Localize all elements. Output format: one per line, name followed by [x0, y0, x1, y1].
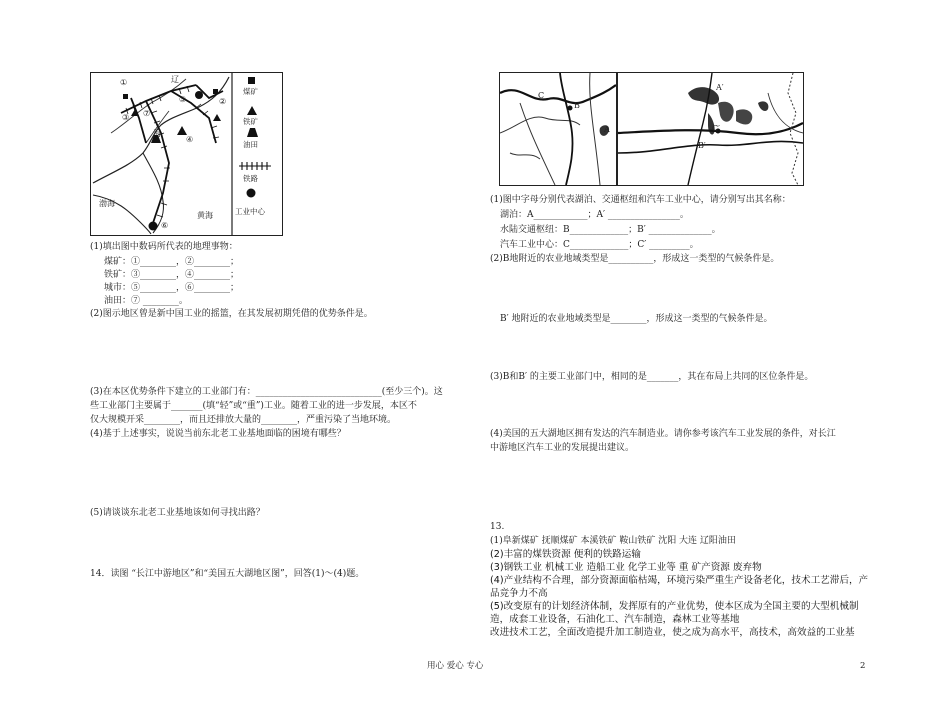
place-liao: 辽: [171, 75, 179, 84]
q14-p2b: B′ 地附近的农业地域类型是________，形成这一类型的气候条件是。: [500, 314, 773, 324]
q13-p3-line2: 些工业部门主要属于_______(填“轻”或“重”)工业。随着工业的进一步发展，本区不: [90, 401, 417, 411]
q14-p4-line2: 中游地区汽车工业的发展提出建议。: [490, 443, 635, 453]
answer-3: (3)钢铁工业 机械工业 造船工业 化学工业等 重 矿产资源 废弃物: [490, 562, 762, 573]
label-c: C: [538, 91, 545, 100]
q13-p2: (2)图示地区曾是新中国工业的摇篮，在其发展初期凭借的优势条件是。: [90, 309, 373, 319]
answer-5-line1: (5)改变原有的计划经济体制，发挥原有的产业优势，使本区成为全国主要的大型机械制: [490, 601, 859, 612]
q14-p2: (2)B地附近的农业地域类型是__________，形成这一类型的气候条件是。: [490, 254, 780, 264]
q13-coal: 煤矿：①________，②________；: [104, 257, 240, 267]
answer-4-line2: 品竞争力不高: [490, 588, 548, 599]
legend-iron: 铁矿: [243, 117, 258, 126]
q13-p5: (5)请谈谈东北老工业基地该如何寻找出路？: [90, 508, 265, 518]
footer-motto: 用心 爱心 专心: [427, 661, 484, 671]
marker-7: ⑦: [143, 109, 151, 118]
q13-p3-line3: 仅大规模开采________，而且还排放大量的________，严重污染了当地环境。: [90, 415, 397, 425]
label-b: B: [574, 101, 580, 110]
q14-p4-line1: (4)美国的五大湖地区拥有发达的汽车制造业。请你参考该汽车工业发展的条件，对长江: [490, 429, 836, 439]
label-a-prime: A′: [716, 83, 724, 92]
label-c-prime: C′: [712, 124, 720, 133]
marker-4: ④: [186, 135, 194, 144]
q14-auto: 汽车工业中心：C_____________；C′ _________。: [500, 240, 699, 250]
q13-p3-line1: (3)在本区优势条件下建立的工业部门有：____________________________(至少三个)。这: [90, 387, 443, 397]
great-lakes-map-drawing: [618, 73, 803, 185]
q14-lake: 湖泊：A____________；A′ ________________。: [500, 210, 689, 220]
answer-5-line2: 造，成套工业设备，石油化工、汽车制造，森林工业等基地: [490, 614, 740, 625]
place-bohai: 渤海: [99, 199, 115, 208]
label-b-prime: B′: [698, 141, 706, 150]
place-he: 河: [153, 129, 161, 138]
answer-4-line1: (4)产业结构不合理，部分资源面临枯竭，环境污染严重生产设备老化，技术工艺滞后，产: [490, 575, 869, 586]
q14-hub: 水陆交通枢纽：B_____________；B′ ______________。: [500, 225, 721, 235]
legend-railway: 铁路: [243, 174, 258, 183]
answer-1: (1)阜新煤矿 抚顺煤矿 本溪铁矿 鞍山铁矿 沈阳 大连 辽阳油田: [490, 536, 736, 546]
q13-p4: (4)基于上述事实，说说当前东北老工业基地面临的困境有哪些？: [90, 429, 346, 439]
answer-2: (2)丰富的煤铁资源 便利的铁路运输: [490, 549, 641, 560]
legend-oil: 油田: [243, 140, 258, 149]
marker-3: ③: [122, 113, 130, 122]
place-huanghai: 黄海: [197, 211, 213, 220]
legend-coal: 煤矿: [243, 87, 258, 96]
q13-city: 城市：⑤________，⑥________；: [104, 283, 240, 293]
q13-oil: 油田：⑦ ________。: [104, 296, 188, 306]
marker-2: ②: [219, 97, 227, 106]
marker-1: ①: [120, 78, 128, 87]
q13-p1-intro: (1)填出图中数码所代表的地理事物：: [90, 242, 238, 252]
page-number: 2: [860, 661, 866, 671]
yangtze-middle-map: [499, 72, 617, 186]
q14-title: 14．读图 “长江中游地区”和“美国五大湖地区图”，回答(1)～(4)题。: [90, 569, 365, 579]
marker-6: ⑥: [161, 221, 169, 230]
great-lakes-map: [617, 72, 804, 186]
q13-iron: 铁矿：③________，④________；: [104, 270, 240, 280]
label-a: A: [604, 125, 610, 134]
answer-5-line3: 改进技术工艺，全面改造提升加工制造业，使之成为高水平，高技术，高效益的工业基: [490, 627, 855, 638]
northeast-map: [90, 72, 283, 236]
legend-industry-center: 工业中心: [235, 207, 265, 216]
q14-p3: (3)B和B′ 的主要工业部门中，相同的是_______，其在布局上共同的区位条件是。: [490, 372, 814, 382]
marker-5: ⑤: [179, 95, 187, 104]
yangtze-middle-map-drawing: [500, 73, 616, 185]
q14-p1: (1)图中字母分别代表湖泊、交通枢纽和汽车工业中心，请分别写出其名称：: [490, 195, 791, 205]
answer-number: 13.: [490, 522, 505, 532]
